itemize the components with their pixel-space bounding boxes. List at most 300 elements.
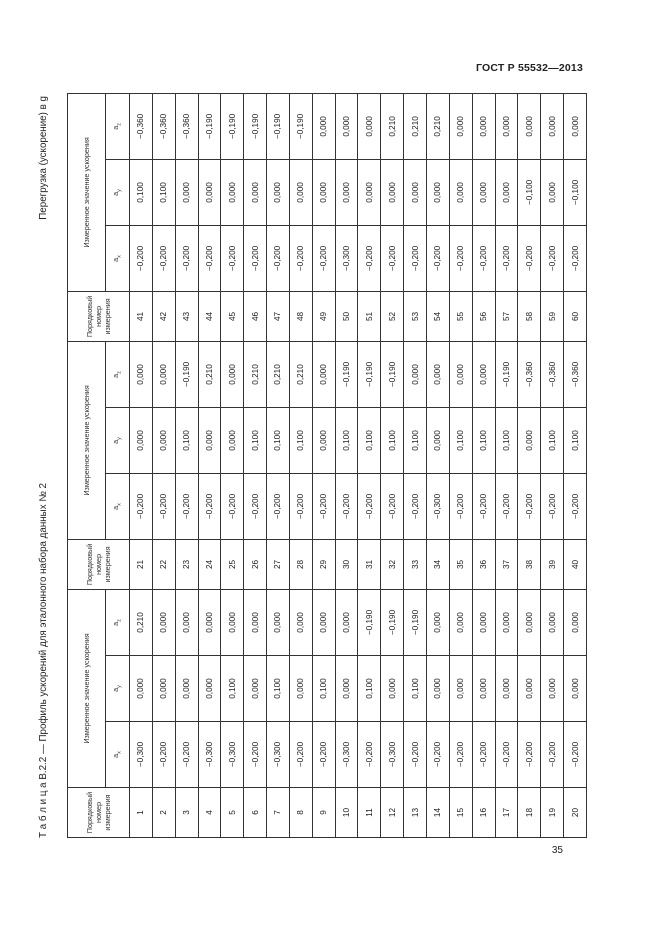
- cell-accel-y: 0,100: [221, 656, 244, 722]
- cell-measurement-number: 48: [289, 291, 312, 341]
- cell-accel-z: 0,000: [472, 93, 495, 159]
- cell-accel-x: −0,200: [472, 225, 495, 291]
- cell-accel-y: 0,000: [221, 407, 244, 473]
- header-measurement-number: Порядковый номер измерения: [68, 291, 130, 341]
- cell-accel-z: 0,000: [495, 589, 518, 655]
- cell-accel-x: −0,200: [358, 473, 381, 539]
- cell-accel-z: 0,000: [518, 589, 541, 655]
- cell-accel-x: −0,200: [289, 473, 312, 539]
- table-caption-separator: —: [38, 741, 49, 757]
- cell-measurement-number: 27: [267, 539, 290, 589]
- cell-measurement-number: 42: [152, 291, 175, 341]
- cell-accel-z: −0,190: [335, 341, 358, 407]
- table-row: [472, 93, 495, 837]
- cell-accel-y: 0,000: [518, 407, 541, 473]
- table-row: [175, 93, 198, 837]
- cell-accel-x: −0,300: [221, 722, 244, 788]
- header-axis-z: [106, 589, 130, 655]
- cell-accel-y: 0,000: [152, 407, 175, 473]
- cell-accel-z: −0,360: [541, 341, 564, 407]
- cell-accel-x: −0,300: [426, 473, 449, 539]
- cell-accel-x: −0,200: [426, 722, 449, 788]
- cell-accel-y: 0,100: [289, 407, 312, 473]
- cell-accel-z: 0,000: [564, 589, 587, 655]
- cell-accel-y: 0,000: [289, 656, 312, 722]
- cell-accel-z: 0,000: [518, 93, 541, 159]
- cell-accel-y: 0,000: [130, 407, 153, 473]
- cell-accel-x: −0,200: [152, 473, 175, 539]
- cell-accel-z: −0,190: [358, 589, 381, 655]
- cell-accel-y: 0,000: [381, 656, 404, 722]
- cell-accel-y: 0,000: [495, 656, 518, 722]
- cell-measurement-number: 37: [495, 539, 518, 589]
- cell-accel-z: 0,210: [381, 93, 404, 159]
- cell-accel-y: 0,000: [130, 656, 153, 722]
- cell-accel-x: −0,200: [381, 473, 404, 539]
- header-row-2: [106, 93, 130, 837]
- cell-accel-y: 0,000: [472, 656, 495, 722]
- cell-accel-x: −0,200: [518, 473, 541, 539]
- table-row: [449, 93, 472, 837]
- units-note: Перегрузка (ускорение) в g: [38, 96, 49, 220]
- cell-accel-x: −0,200: [289, 722, 312, 788]
- header-axis-y: [106, 159, 130, 225]
- cell-accel-z: −0,190: [495, 341, 518, 407]
- cell-accel-z: −0,360: [518, 341, 541, 407]
- cell-accel-x: −0,200: [312, 473, 335, 539]
- cell-accel-y: 0,000: [518, 656, 541, 722]
- cell-measurement-number: 6: [244, 788, 267, 838]
- cell-accel-x: −0,200: [495, 473, 518, 539]
- cell-accel-y: 0,000: [426, 159, 449, 225]
- cell-accel-z: 0,000: [312, 341, 335, 407]
- cell-accel-x: −0,200: [244, 722, 267, 788]
- cell-accel-z: 0,000: [449, 93, 472, 159]
- cell-measurement-number: 54: [426, 291, 449, 341]
- cell-accel-y: 0,000: [244, 159, 267, 225]
- cell-measurement-number: 8: [289, 788, 312, 838]
- axis-prefix: a: [110, 257, 120, 262]
- cell-accel-z: 0,000: [130, 341, 153, 407]
- cell-accel-y: 0,000: [335, 159, 358, 225]
- cell-measurement-number: 11: [358, 788, 381, 838]
- cell-accel-x: −0,200: [472, 722, 495, 788]
- cell-accel-z: 0,000: [426, 589, 449, 655]
- cell-accel-y: 0,000: [541, 656, 564, 722]
- cell-accel-z: −0,360: [564, 341, 587, 407]
- cell-measurement-number: 17: [495, 788, 518, 838]
- table-row: [518, 93, 541, 837]
- cell-accel-x: −0,300: [335, 722, 358, 788]
- table-row: [564, 93, 587, 837]
- cell-accel-x: −0,200: [449, 225, 472, 291]
- cell-accel-z: 0,000: [358, 93, 381, 159]
- cell-accel-y: 0,000: [541, 159, 564, 225]
- cell-accel-z: 0,000: [472, 341, 495, 407]
- cell-accel-y: 0,100: [564, 407, 587, 473]
- table-row: [541, 93, 564, 837]
- axis-subscript: x: [116, 751, 123, 754]
- cell-accel-x: −0,200: [404, 473, 427, 539]
- cell-measurement-number: 47: [267, 291, 290, 341]
- cell-accel-z: −0,190: [381, 589, 404, 655]
- cell-accel-z: 0,210: [130, 589, 153, 655]
- cell-accel-z: 0,000: [541, 589, 564, 655]
- cell-accel-y: 0,000: [472, 159, 495, 225]
- cell-accel-z: 0,210: [289, 341, 312, 407]
- cell-measurement-number: 59: [541, 291, 564, 341]
- cell-accel-z: 0,000: [312, 589, 335, 655]
- axis-subscript: z: [116, 371, 123, 374]
- cell-measurement-number: 3: [175, 788, 198, 838]
- cell-accel-y: 0,000: [426, 656, 449, 722]
- cell-accel-z: 0,210: [244, 341, 267, 407]
- cell-measurement-number: 7: [267, 788, 290, 838]
- cell-measurement-number: 35: [449, 539, 472, 589]
- cell-measurement-number: 39: [541, 539, 564, 589]
- cell-measurement-number: 1: [130, 788, 153, 838]
- axis-subscript: x: [116, 255, 123, 258]
- axis-subscript: x: [116, 503, 123, 506]
- cell-accel-x: −0,200: [289, 225, 312, 291]
- cell-accel-x: −0,300: [130, 722, 153, 788]
- cell-measurement-number: 36: [472, 539, 495, 589]
- page-number: 35: [551, 845, 563, 856]
- cell-measurement-number: 12: [381, 788, 404, 838]
- header-axis-y: [106, 656, 130, 722]
- cell-measurement-number: 49: [312, 291, 335, 341]
- cell-measurement-number: 13: [404, 788, 427, 838]
- header-measured-value: Измеренное значение ускорения: [68, 341, 106, 539]
- cell-measurement-number: 10: [335, 788, 358, 838]
- cell-accel-z: 0,000: [175, 589, 198, 655]
- cell-accel-x: −0,200: [175, 473, 198, 539]
- table-caption: [38, 483, 49, 838]
- cell-measurement-number: 2: [152, 788, 175, 838]
- axis-subscript: y: [116, 685, 123, 688]
- cell-accel-z: 0,210: [198, 341, 221, 407]
- cell-measurement-number: 33: [404, 539, 427, 589]
- cell-accel-y: 0,000: [289, 159, 312, 225]
- cell-measurement-number: 34: [426, 539, 449, 589]
- cell-accel-y: −0,100: [564, 159, 587, 225]
- cell-accel-y: 0,100: [152, 159, 175, 225]
- cell-accel-y: 0,100: [404, 656, 427, 722]
- cell-accel-y: 0,000: [198, 407, 221, 473]
- cell-accel-z: 0,000: [289, 589, 312, 655]
- cell-accel-x: −0,200: [426, 225, 449, 291]
- table-row: [267, 93, 290, 837]
- cell-accel-x: −0,200: [130, 473, 153, 539]
- cell-accel-z: 0,000: [449, 589, 472, 655]
- cell-accel-x: −0,200: [152, 225, 175, 291]
- cell-accel-z: 0,000: [312, 93, 335, 159]
- cell-accel-x: −0,200: [130, 225, 153, 291]
- table-row: [221, 93, 244, 837]
- axis-subscript: z: [116, 619, 123, 622]
- acceleration-profile-table: [67, 93, 587, 838]
- cell-accel-y: 0,000: [495, 159, 518, 225]
- cell-accel-y: 0,000: [404, 159, 427, 225]
- cell-accel-z: −0,360: [130, 93, 153, 159]
- cell-accel-z: −0,190: [381, 341, 404, 407]
- cell-accel-y: 0,100: [472, 407, 495, 473]
- header-measurement-number: Порядковый номер измерения: [68, 788, 130, 838]
- cell-accel-x: −0,300: [198, 722, 221, 788]
- header-axis-z: [106, 341, 130, 407]
- cell-accel-x: −0,200: [495, 225, 518, 291]
- cell-accel-x: −0,200: [541, 225, 564, 291]
- table-row: [289, 93, 312, 837]
- cell-measurement-number: 50: [335, 291, 358, 341]
- cell-accel-x: −0,200: [152, 722, 175, 788]
- cell-measurement-number: 58: [518, 291, 541, 341]
- cell-accel-y: 0,000: [312, 407, 335, 473]
- cell-accel-z: −0,190: [289, 93, 312, 159]
- axis-subscript: y: [116, 189, 123, 192]
- cell-accel-y: 0,100: [381, 407, 404, 473]
- cell-measurement-number: 41: [130, 291, 153, 341]
- cell-measurement-number: 31: [358, 539, 381, 589]
- cell-accel-z: 0,000: [449, 341, 472, 407]
- cell-measurement-number: 4: [198, 788, 221, 838]
- cell-accel-x: −0,200: [541, 473, 564, 539]
- cell-accel-z: −0,190: [404, 589, 427, 655]
- cell-accel-z: −0,190: [244, 93, 267, 159]
- cell-measurement-number: 9: [312, 788, 335, 838]
- cell-accel-y: −0,100: [518, 159, 541, 225]
- axis-prefix: a: [110, 373, 120, 378]
- cell-accel-y: 0,000: [175, 159, 198, 225]
- cell-accel-z: 0,000: [152, 341, 175, 407]
- cell-accel-z: 0,000: [198, 589, 221, 655]
- cell-measurement-number: 40: [564, 539, 587, 589]
- cell-accel-x: −0,200: [472, 473, 495, 539]
- cell-accel-z: 0,000: [404, 341, 427, 407]
- cell-accel-x: −0,200: [449, 473, 472, 539]
- cell-accel-z: −0,190: [221, 93, 244, 159]
- axis-prefix: a: [110, 753, 120, 758]
- cell-accel-y: 0,000: [381, 159, 404, 225]
- cell-accel-z: 0,000: [152, 589, 175, 655]
- cell-accel-y: 0,000: [198, 159, 221, 225]
- cell-accel-x: −0,200: [267, 473, 290, 539]
- header-axis-y: [106, 407, 130, 473]
- table-row: [244, 93, 267, 837]
- cell-accel-x: −0,200: [221, 225, 244, 291]
- table-row: [130, 93, 153, 837]
- cell-accel-y: 0,100: [495, 407, 518, 473]
- cell-accel-x: −0,200: [381, 225, 404, 291]
- cell-accel-x: −0,200: [564, 722, 587, 788]
- cell-measurement-number: 22: [152, 539, 175, 589]
- cell-measurement-number: 19: [541, 788, 564, 838]
- cell-accel-x: −0,200: [404, 225, 427, 291]
- cell-measurement-number: 51: [358, 291, 381, 341]
- cell-accel-x: −0,200: [495, 722, 518, 788]
- cell-accel-x: −0,200: [564, 473, 587, 539]
- cell-accel-z: 0,000: [335, 589, 358, 655]
- header-measurement-number: Порядковый номер измерения: [68, 539, 130, 589]
- cell-accel-y: 0,000: [152, 656, 175, 722]
- cell-measurement-number: 5: [221, 788, 244, 838]
- cell-accel-y: 0,100: [244, 407, 267, 473]
- cell-accel-z: −0,360: [175, 93, 198, 159]
- cell-accel-x: −0,200: [449, 722, 472, 788]
- cell-measurement-number: 45: [221, 291, 244, 341]
- cell-accel-y: 0,000: [312, 159, 335, 225]
- cell-measurement-number: 23: [175, 539, 198, 589]
- axis-subscript: z: [116, 123, 123, 126]
- table-caption-label: Т а б л и ц а В.2.2: [38, 756, 49, 838]
- rotated-table-block: [38, 96, 587, 838]
- cell-accel-x: −0,200: [175, 225, 198, 291]
- cell-accel-z: 0,000: [426, 341, 449, 407]
- cell-accel-y: 0,000: [267, 159, 290, 225]
- cell-accel-y: 0,100: [404, 407, 427, 473]
- axis-prefix: a: [110, 505, 120, 510]
- cell-accel-x: −0,200: [221, 473, 244, 539]
- cell-measurement-number: 18: [518, 788, 541, 838]
- cell-accel-x: −0,300: [381, 722, 404, 788]
- table-row: [312, 93, 335, 837]
- cell-measurement-number: 44: [198, 291, 221, 341]
- cell-accel-x: −0,200: [404, 722, 427, 788]
- header-measured-value: Измеренное значение ускорения: [68, 93, 106, 291]
- cell-accel-z: 0,000: [541, 93, 564, 159]
- cell-measurement-number: 55: [449, 291, 472, 341]
- cell-accel-z: −0,190: [198, 93, 221, 159]
- cell-measurement-number: 25: [221, 539, 244, 589]
- cell-accel-y: 0,100: [267, 656, 290, 722]
- header-axis-x: [106, 473, 130, 539]
- cell-measurement-number: 15: [449, 788, 472, 838]
- cell-accel-x: −0,200: [198, 473, 221, 539]
- cell-accel-y: 0,000: [564, 656, 587, 722]
- cell-accel-z: 0,210: [267, 341, 290, 407]
- cell-accel-z: −0,360: [152, 93, 175, 159]
- table-row: [358, 93, 381, 837]
- axis-prefix: a: [110, 125, 120, 130]
- axis-prefix: a: [110, 439, 120, 444]
- cell-accel-y: 0,100: [449, 407, 472, 473]
- cell-accel-y: 0,100: [358, 407, 381, 473]
- cell-accel-y: 0,000: [221, 159, 244, 225]
- cell-accel-y: 0,000: [244, 656, 267, 722]
- cell-accel-x: −0,200: [541, 722, 564, 788]
- axis-prefix: a: [110, 687, 120, 692]
- cell-accel-z: −0,190: [267, 93, 290, 159]
- cell-accel-x: −0,300: [335, 225, 358, 291]
- table-row: [335, 93, 358, 837]
- cell-accel-z: 0,000: [244, 589, 267, 655]
- axis-prefix: a: [110, 191, 120, 196]
- cell-accel-z: 0,000: [221, 341, 244, 407]
- cell-accel-z: 0,000: [221, 589, 244, 655]
- axis-subscript: y: [116, 437, 123, 440]
- document-code: ГОСТ Р 55532—2013: [475, 62, 583, 74]
- cell-accel-x: −0,200: [335, 473, 358, 539]
- table-body: [130, 93, 587, 837]
- table-caption-text: Профиль ускорений для эталонного набора данных № 2: [38, 482, 49, 742]
- cell-accel-y: 0,000: [358, 159, 381, 225]
- cell-measurement-number: 60: [564, 291, 587, 341]
- cell-measurement-number: 26: [244, 539, 267, 589]
- cell-measurement-number: 29: [312, 539, 335, 589]
- cell-accel-y: 0,000: [175, 656, 198, 722]
- cell-accel-x: −0,200: [198, 225, 221, 291]
- cell-measurement-number: 57: [495, 291, 518, 341]
- cell-accel-x: −0,200: [518, 722, 541, 788]
- table-row: [381, 93, 404, 837]
- cell-measurement-number: 24: [198, 539, 221, 589]
- cell-measurement-number: 28: [289, 539, 312, 589]
- cell-accel-x: −0,200: [267, 225, 290, 291]
- header-axis-z: [106, 93, 130, 159]
- cell-accel-y: 0,100: [541, 407, 564, 473]
- cell-accel-x: −0,200: [564, 225, 587, 291]
- header-axis-x: [106, 225, 130, 291]
- cell-accel-z: −0,190: [175, 341, 198, 407]
- cell-accel-z: 0,000: [495, 93, 518, 159]
- header-axis-x: [106, 722, 130, 788]
- cell-accel-z: 0,210: [426, 93, 449, 159]
- cell-measurement-number: 32: [381, 539, 404, 589]
- cell-accel-y: 0,100: [267, 407, 290, 473]
- table-row: [152, 93, 175, 837]
- cell-accel-y: 0,000: [449, 159, 472, 225]
- cell-accel-z: 0,000: [472, 589, 495, 655]
- cell-accel-x: −0,300: [267, 722, 290, 788]
- cell-measurement-number: 16: [472, 788, 495, 838]
- cell-measurement-number: 53: [404, 291, 427, 341]
- header-row-1: [68, 93, 106, 837]
- cell-measurement-number: 14: [426, 788, 449, 838]
- table-row: [426, 93, 449, 837]
- cell-measurement-number: 46: [244, 291, 267, 341]
- cell-accel-z: 0,000: [564, 93, 587, 159]
- cell-accel-y: 0,100: [358, 656, 381, 722]
- table-row: [495, 93, 518, 837]
- cell-accel-z: 0,000: [267, 589, 290, 655]
- cell-accel-y: 0,000: [335, 656, 358, 722]
- cell-accel-x: −0,200: [244, 473, 267, 539]
- cell-accel-y: 0,000: [449, 656, 472, 722]
- cell-accel-y: 0,000: [426, 407, 449, 473]
- cell-accel-y: 0,100: [130, 159, 153, 225]
- cell-accel-x: −0,200: [244, 225, 267, 291]
- cell-accel-y: 0,100: [335, 407, 358, 473]
- table-row: [198, 93, 221, 837]
- cell-accel-y: 0,100: [312, 656, 335, 722]
- cell-accel-x: −0,200: [312, 722, 335, 788]
- cell-measurement-number: 43: [175, 291, 198, 341]
- cell-measurement-number: 38: [518, 539, 541, 589]
- cell-accel-x: −0,200: [312, 225, 335, 291]
- cell-accel-z: 0,210: [404, 93, 427, 159]
- header-measured-value: Измеренное значение ускорения: [68, 589, 106, 787]
- cell-accel-y: 0,000: [198, 656, 221, 722]
- cell-measurement-number: 52: [381, 291, 404, 341]
- cell-accel-z: −0,190: [358, 341, 381, 407]
- cell-accel-x: −0,200: [358, 225, 381, 291]
- cell-accel-y: 0,100: [175, 407, 198, 473]
- cell-measurement-number: 20: [564, 788, 587, 838]
- cell-accel-x: −0,200: [518, 225, 541, 291]
- cell-measurement-number: 21: [130, 539, 153, 589]
- cell-accel-z: 0,000: [335, 93, 358, 159]
- axis-prefix: a: [110, 621, 120, 626]
